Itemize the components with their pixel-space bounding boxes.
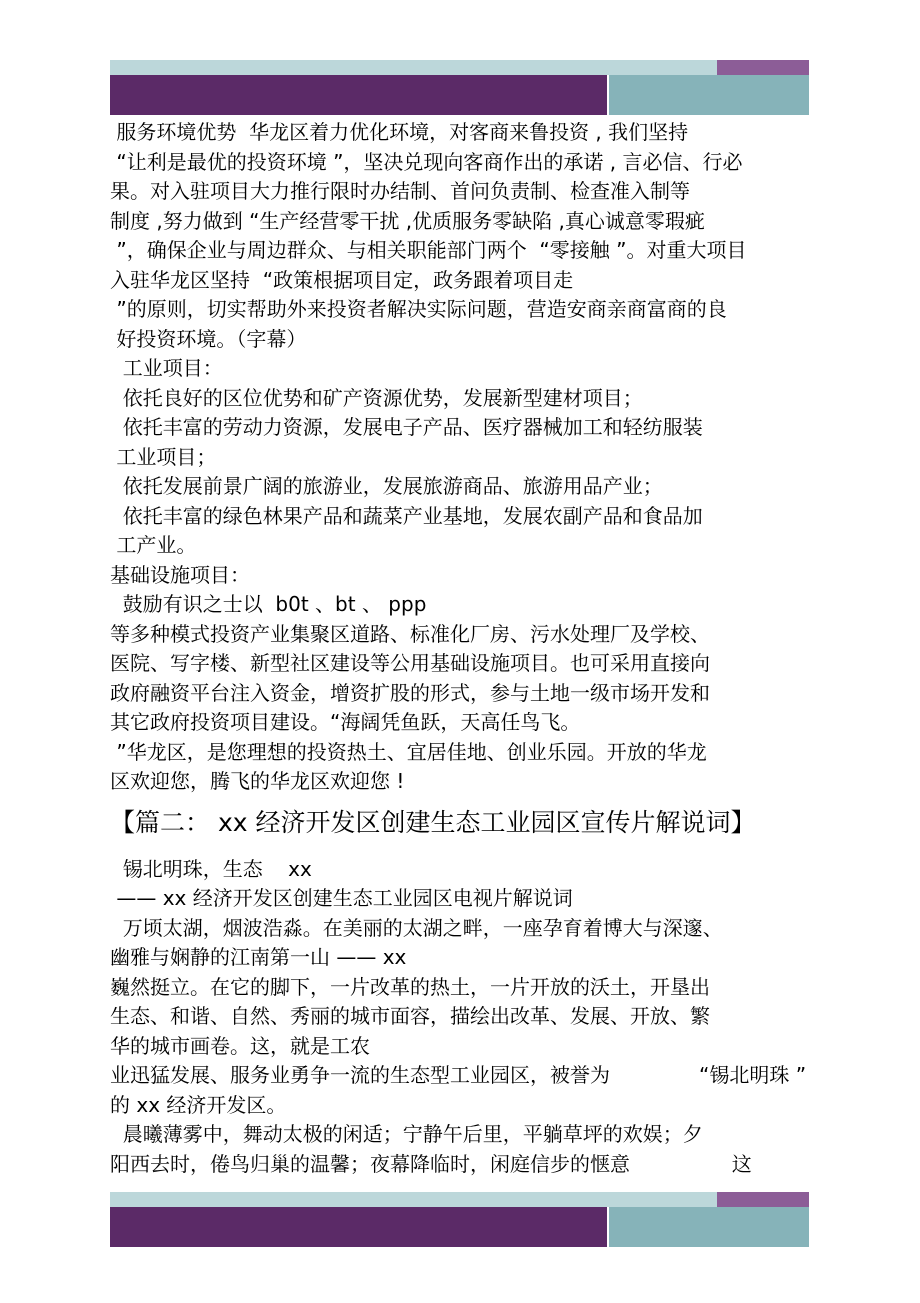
text-line: 依托丰富的劳动力资源，发展电子产品、医疗器械加工和轻纺服装 [110, 415, 703, 439]
text-line: —— xx 经济开发区创建生态工业园区电视片解说词 [110, 886, 573, 910]
text-line: ”华龙区，是您理想的投资热土、宜居佳地、创业乐园。开放的华龙 [110, 739, 707, 764]
section-2 [110, 855, 810, 1180]
text-line: 幽雅与娴静的江南第一山 —— xx [110, 945, 407, 969]
text-line: 入驻华龙区坚持 “政策根据项目定，政务跟着项目走 [110, 267, 574, 292]
header-band-teal-strip [110, 60, 717, 75]
header-band-divider [607, 75, 609, 115]
header-band-purple-strip [717, 60, 809, 75]
text-line: 生态、和谐、自然、秀丽的城市面容，描绘出改革、发展、开放、繁 [110, 1004, 710, 1028]
text-line: 业迅猛发展、服务业勇争一流的生态型工业园区，被誉为 “锡北明珠 ” [110, 1063, 807, 1087]
text-line: 依托丰富的绿色林果产品和蔬菜产业基地，发展农副产品和食品加 [110, 503, 703, 528]
footer-band [110, 1192, 809, 1247]
text-line: 基础设施项目： [110, 562, 250, 587]
header-band-teal-block [607, 75, 809, 115]
text-line: 依托良好的区位优势和矿产资源优势，发展新型建材项目； [110, 385, 643, 410]
text-line: 政府融资平台注入资金，增资扩股的形式，参与土地一级市场开发和 [110, 680, 710, 705]
text-line: ”，确保企业与周边群众、与相关职能部门两个 “零接触 ”。对重大项目 [110, 238, 747, 262]
footer-band-divider [607, 1207, 609, 1247]
text-line: 华的城市画卷。这，就是工农 [110, 1033, 370, 1058]
footer-band-purple-block [110, 1207, 607, 1247]
text-line: 果。对入驻项目大力推行限时办结制、首问负责制、检查准入制等 [110, 179, 690, 203]
document-body [110, 118, 810, 1179]
text-line: 工业项目： [110, 356, 223, 380]
section-heading: 【篇二： xx 经济开发区创建生态工业园区宣传片解说词】 [110, 807, 756, 837]
text-line: 依托发展前景广阔的旅游业，发展旅游商品、旅游用品产业； [110, 474, 663, 498]
header-band-purple-block [110, 75, 607, 115]
text-line: 区欢迎您，腾飞的华龙区欢迎您 ! [110, 769, 405, 793]
text-line: 巍然挺立。在它的脚下，一片改革的热土，一片开放的沃土，开垦出 [110, 974, 710, 999]
text-line: 好投资环境。（字幕） [110, 326, 307, 351]
text-line: 阳西去时，倦鸟归巢的温馨；夜幕降临时，闲庭信步的惬意 这 [110, 1151, 752, 1176]
text-line: 的 xx 经济开发区。 [110, 1092, 287, 1117]
footer-band-purple-strip [717, 1192, 809, 1207]
text-line: 等多种模式投资产业集聚区道路、标准化厂房、污水处理厂及学校、 [110, 621, 710, 646]
text-line: “让利是最优的投资环境 ”，坚决兑现向客商作出的承诺 , 言必信、行必 [110, 149, 743, 174]
footer-band-teal-strip [110, 1192, 717, 1207]
text-line: 其它政府投资项目建设。“海阔凭鱼跃，天高任鸟飞。 [110, 710, 581, 734]
text-line: 万顷太湖，烟波浩淼。在美丽的太湖之畔，一座孕育着博大与深邃、 [110, 915, 723, 940]
text-line: 医院、写字楼、新型社区建设等公用基础设施项目。也可采用直接向 [110, 651, 710, 675]
footer-band-teal-block [607, 1207, 809, 1247]
text-line: 鼓励有识之士以 b0t 、bt 、 ppp [110, 592, 427, 616]
text-line: 晨曦薄雾中，舞动太极的闲适；宁静午后里，平躺草坪的欢娱；夕 [110, 1122, 703, 1146]
text-line: 锡北明珠，生态 xx [110, 856, 312, 881]
text-line: ”的原则，切实帮助外来投资者解决实际问题，营造安商亲商富商的良 [110, 297, 727, 321]
text-line: 制度 ,努力做到 “生产经营零干扰 ,优质服务零缺陷 ,真心诚意零瑕疵 [110, 208, 705, 233]
text-line: 工产业。 [110, 533, 197, 557]
text-line: 工业项目； [110, 444, 217, 469]
text-line: 服务环境优势 华龙区着力优化环境，对客商来鲁投资 , 我们坚持 [110, 120, 689, 144]
header-band [110, 60, 809, 115]
section-1 [110, 118, 810, 797]
